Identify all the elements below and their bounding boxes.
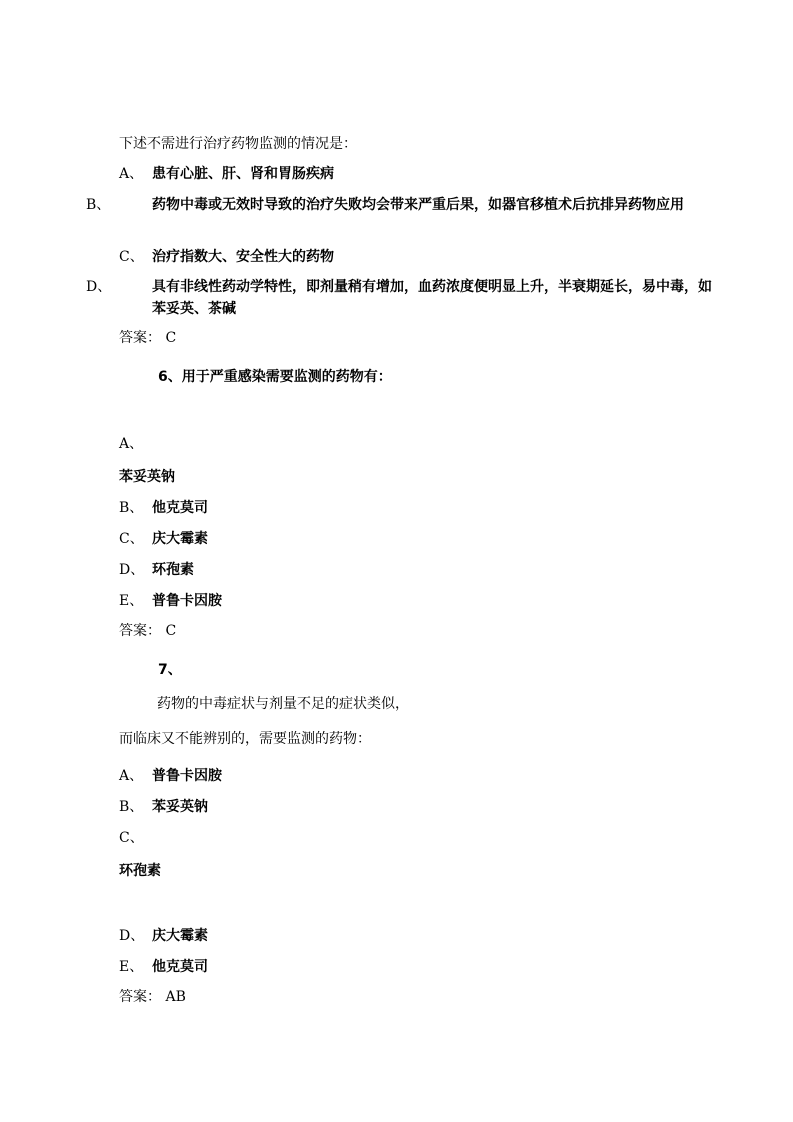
q6-option-e (119, 590, 679, 612)
option-text: 药物中毒或无效时导致的治疗失败均会带来严重后果，如器官移植术后抗排异药物应用 (152, 197, 684, 213)
q6-option-a-text: 苯妥英钠 (119, 469, 175, 485)
option-label: C、 (119, 531, 144, 547)
answer-value: C (165, 623, 177, 639)
option-label: A、 (119, 166, 144, 182)
option-text: 普鲁卡因胺 (152, 768, 222, 784)
option-text: 庆大霉素 (152, 531, 208, 547)
option-label: C、 (119, 249, 144, 265)
q7-stem-line1: 药物的中毒症状与剂量不足的症状类似， (157, 696, 409, 712)
q6-option-c (119, 528, 679, 550)
q6-answer (119, 620, 679, 642)
option-label: D、 (119, 562, 145, 578)
option-text: 他克莫司 (152, 959, 208, 975)
option-label: E、 (119, 593, 144, 609)
q7-option-d (119, 925, 679, 947)
q7-option-e (119, 956, 679, 978)
q6-stem: 6、用于严重感染需要监测的药物有： (158, 369, 392, 385)
option-label: B、 (119, 799, 144, 815)
option-label: B、 (119, 500, 144, 516)
q6-option-b (119, 497, 679, 519)
q6-option-d (119, 559, 679, 581)
q5-option-b (86, 194, 712, 216)
option-text: 具有非线性药动学特性，即剂量稍有增加，血药浓度便明显上升，半衰期延长，易中毒，如苯妥英、茶碱 (152, 279, 712, 317)
option-text: 庆大霉素 (152, 928, 208, 944)
option-label: B、 (86, 197, 111, 213)
q5-answer (119, 327, 679, 349)
answer-value: AB (165, 989, 186, 1005)
q7-answer (119, 986, 679, 1008)
option-text: 患有心脏、肝、肾和胃肠疾病 (152, 166, 334, 182)
answer-label: 答案： (119, 989, 161, 1005)
option-text: 治疗指数大、安全性大的药物 (152, 249, 334, 265)
q5-stem: 下述不需进行治疗药物监测的情况是： (119, 136, 357, 152)
option-text: 苯妥英钠 (152, 799, 208, 815)
q7-stem-line2: 而临床又不能辨别的，需要监测的药物： (119, 731, 371, 747)
option-text: 环孢素 (152, 562, 194, 578)
option-text: 普鲁卡因胺 (152, 593, 222, 609)
q5-option-a (119, 163, 679, 185)
answer-label: 答案： (119, 330, 161, 346)
q6-option-a-label: A、 (119, 436, 144, 452)
q7-option-b (119, 796, 679, 818)
option-label: E、 (119, 959, 144, 975)
option-label: A、 (119, 768, 144, 784)
q5-option-c (119, 246, 679, 268)
answer-value: C (165, 330, 177, 346)
answer-label: 答案： (119, 623, 161, 639)
q7-number: 7、 (158, 662, 182, 678)
option-text: 他克莫司 (152, 500, 208, 516)
q7-option-c-text: 环孢素 (119, 863, 161, 879)
q7-option-a (119, 765, 679, 787)
q7-option-c-label: C、 (119, 830, 144, 846)
option-label: D、 (86, 279, 112, 295)
option-label: D、 (119, 928, 145, 944)
q5-option-d (86, 276, 712, 320)
